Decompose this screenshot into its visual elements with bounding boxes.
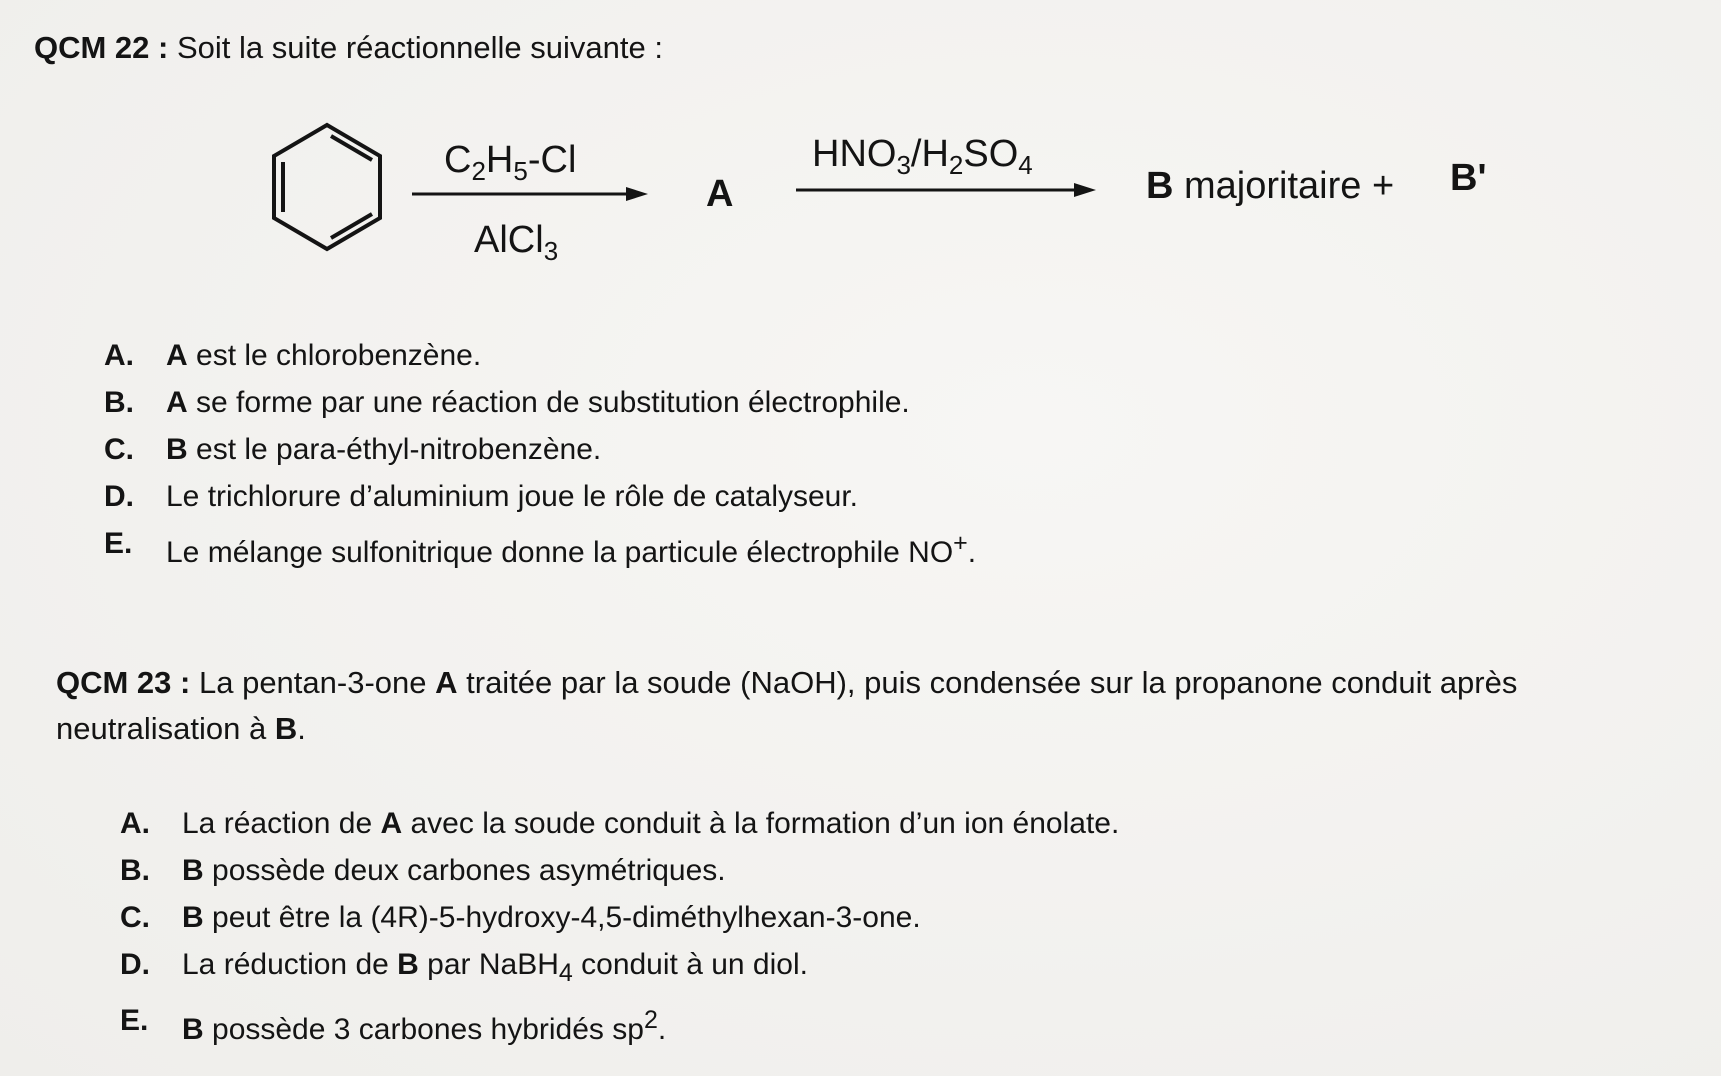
qcm22-option-d[interactable]: D. Le trichlorure d’aluminium joue le rôle de catalyseur. [104, 480, 859, 513]
reaction-arrow-1 [412, 187, 648, 201]
intermediate-A: A [706, 173, 734, 215]
qcm22-option-b[interactable]: B. A se forme par une réaction de substitution électrophile. [104, 386, 910, 419]
reagent1-bottom: AlCl$_3$ [474, 219, 559, 266]
reagent1-top: $C_2H_5-Cl$ [444, 139, 577, 186]
qcm23-option-c[interactable]: C. B peut être la (4R)-5-hydroxy-4,5-diméthylhexan-3-one. [120, 901, 921, 934]
qcm22-question [34, 28, 663, 68]
qcm23-label: QCM 23 : [56, 665, 191, 700]
reagent2-top: $HNO_3/H_2SO_4$ [812, 133, 1033, 180]
qcm22-option-c[interactable]: C. B est le para-éthyl-nitrobenzène. [104, 433, 602, 466]
qcm23-options [120, 800, 1119, 1053]
qcm23-option-e[interactable]: E. B possède 3 carbones hybridés $sp^2$. [120, 1004, 667, 1046]
qcm23-option-a[interactable]: A. La réaction de A avec la soude conduit à la formation d’un ion énolate. [120, 807, 1120, 840]
qcm23-option-d[interactable]: D. La réduction de B par NaBH$_4$ conduit à un diol. [120, 948, 808, 987]
qcm23-option-b[interactable]: B. B possède deux carbones asymétriques. [120, 854, 726, 887]
product-minor: B' [1450, 157, 1487, 199]
qcm22-option-e[interactable]: E. Le mélange sulfonitrique donne la particule électrophile NO+. [104, 527, 977, 569]
reaction-scheme [0, 100, 1721, 300]
qcm22-options [104, 332, 976, 576]
qcm22-label: QCM 22 : [34, 30, 169, 65]
qcm22-statement: Soit la suite réactionnelle suivante : [176, 30, 663, 65]
product-major: B majoritaire + [1146, 165, 1395, 207]
qcm22-option-a[interactable]: A. A est le chlorobenzène. [104, 339, 482, 372]
benzene-ring-icon [274, 125, 380, 249]
qcm23-question: QCM 23 : La pentan-3-one A traitée par la soude (NaOH), puis condensée sur la propanone conduit après neutralisation à B. [56, 665, 1518, 746]
reaction-arrow-2 [796, 183, 1096, 197]
